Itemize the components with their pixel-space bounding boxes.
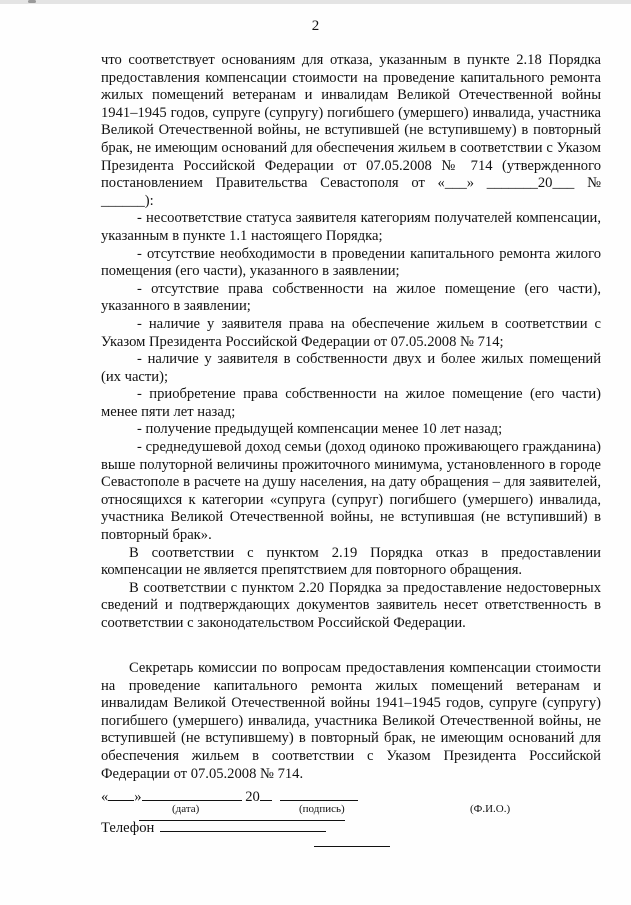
list-item: - отсутствие права собственности на жилое помещение (его части), указанного в заявлении; (101, 280, 601, 315)
caption-signature: (подпись) (299, 803, 345, 815)
day-field[interactable] (108, 786, 134, 801)
page-number: 2 (311, 18, 320, 34)
list-item: - получение предыдущей компенсации менее 10 лет назад; (137, 421, 503, 438)
caption-date: (дата) (172, 803, 200, 815)
signature-field[interactable] (280, 786, 358, 801)
paragraph-refusal-grounds: что соответствует основаниям для отказа, указанным в пункте 2.18 Порядка предоставления компенсации стоимости на проведение капитального ремонта жилых помещений ветеранам и инвалидам Великой Отечественной войны 1941–1945 годов, супруге (супругу) погибшего (умершего) инвалида, участника Великой Отечественной войны, не вступившей (не вступившему) в повторный брак, не имеющим оснований для обеспечения жильем в соответствии с Указом Президента Российской Федерации от 07.05.2008 № 714 (утвержденного постановлением Правительства Севастополя от «___» _______20___ № ______): (101, 52, 601, 209)
paragraph-clause-2-20: В соответствии с пунктом 2.20 Порядка за предоставление недостоверных сведений и подтверждающих документов заявитель несет ответственность в соответствии с законодательством Российской Федерации. (101, 579, 601, 631)
scan-top-edge (0, 0, 631, 4)
caption-full-name: (Ф.И.О.) (470, 803, 511, 815)
list-item: - отсутствие необходимости в проведении капитального ремонта жилого помещения (его части), указанного в заявлении; (101, 245, 601, 280)
phone-row (101, 817, 601, 837)
year-field[interactable] (260, 786, 272, 801)
list-item: - приобретение права собственности на жилое помещение (его части) менее пяти лет назад; (101, 386, 601, 420)
list-item: - наличие у заявителя права на обеспечение жильем в соответствии с Указом Президента Российской Федерации от 07.05.2008 № 714; (101, 315, 601, 350)
paragraph-clause-2-19: В соответствии с пунктом 2.19 Порядка отказ в предоставлении компенсации не является препятствием для повторного обращения. (101, 544, 601, 579)
scan-mark (28, 0, 36, 3)
footer-separator (314, 846, 390, 847)
list-item: - несоответствие статуса заявителя категориям получателей компенсации, указанным в пункте 1.1 настоящего Порядка; (101, 210, 601, 244)
phone-field[interactable] (160, 817, 326, 832)
main-text (101, 52, 601, 633)
list-item: - среднедушевой доход семьи (доход одиноко проживающего гражданина) выше полуторной величины прожиточного минимума, установленного в городе Севастополе в расчете на душу населения, на дату обращения – для заявителей, относящихся к категории «супруга (супруг) погибшего (умершего) инвалида, участника Великой Отечественной войны, не вступившая (не вступивший) в повторный брак». (101, 439, 601, 544)
signature-block (101, 660, 601, 783)
year-prefix: 20 (245, 789, 260, 805)
date-quote-open: « (101, 789, 109, 805)
date-quote-close: » (134, 789, 142, 805)
secretary-statement: Секретарь комиссии по вопросам предоставления компенсации стоимости на проведение капитального ремонта жилых помещений ветеранам и инвалидам Великой Отечественной войны 1941–1945 годов, супруге (супругу) погибшего (умершего) инвалида, участника Великой Отечественной войны, не вступившей (не вступившему) в повторный брак, не имеющим оснований для обеспечения жильем в соответствии с Указом Президента Российской Федерации от 07.05.2008 № 714. (101, 660, 601, 782)
phone-label: Телефон (101, 820, 155, 836)
list-item: - наличие у заявителя в собственности двух и более жилых помещений (их части); (101, 351, 601, 385)
month-field[interactable] (142, 786, 242, 801)
